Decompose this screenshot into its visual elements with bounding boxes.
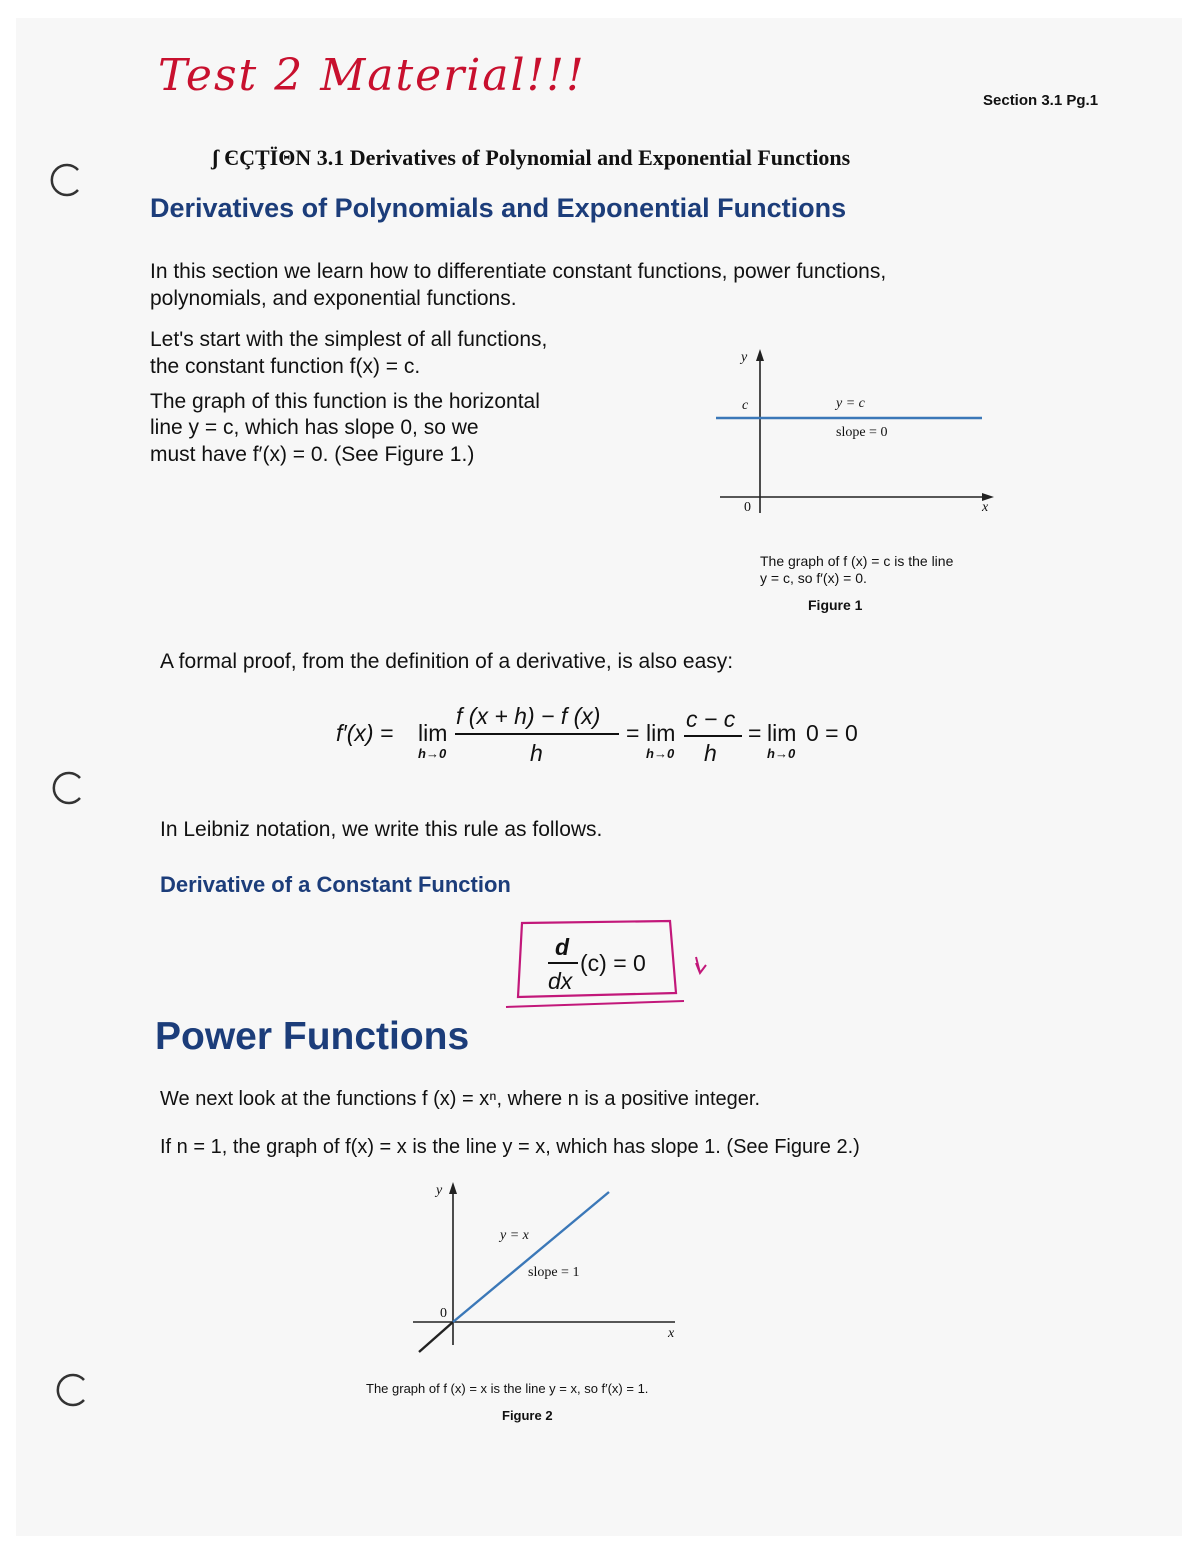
- rule-rest: (c) = 0: [580, 950, 646, 976]
- fraction-bar: [684, 735, 742, 737]
- formula-denominator-1: h: [530, 740, 543, 766]
- binder-hole: [42, 160, 82, 200]
- power-case: If n = 1, the graph of f(x) = x is the line y = x, which has slope 1. (See Figure 2.): [160, 1136, 860, 1158]
- formula-numerator-1: f (x + h) − f (x): [456, 703, 601, 729]
- rule-dx: dx: [548, 968, 573, 994]
- figure-2-caption: The graph of f (x) = x is the line y = x, so f′(x) = 1.: [366, 1381, 649, 1396]
- figure-1-x-label: x: [982, 500, 989, 515]
- figure-2-line-label: y = x: [500, 1228, 529, 1243]
- power-intro: We next look at the functions f (x) = xⁿ, where n is a positive integer.: [160, 1088, 760, 1110]
- figure-2-label: Figure 2: [502, 1408, 553, 1423]
- paragraph-line: The graph of this function is the horizontal: [150, 390, 540, 413]
- formula-lim-sub-3: h→0: [767, 746, 796, 761]
- figure-1-label: Figure 1: [808, 597, 863, 613]
- paragraph-line: Let's start with the simplest of all functions,: [150, 328, 548, 351]
- formula-denominator-2: h: [704, 740, 717, 766]
- figure-2-slope-label: slope = 1: [528, 1265, 580, 1280]
- paragraph-line: line y = c, which has slope 0, so we: [150, 416, 479, 439]
- figure-1-c-label: c: [742, 398, 749, 413]
- section-page-label: Section 3.1 Pg.1: [983, 92, 1099, 109]
- intro-paragraph: In this section we learn how to differentiate constant functions, power functions, polynomials, and exponential functions.: [150, 260, 887, 310]
- identity-line: [453, 1192, 609, 1322]
- figure-1-caption: y = c, so f′(x) = 0.: [760, 570, 867, 586]
- formula-tail: 0 = 0: [806, 720, 858, 746]
- fraction-bar: [548, 962, 578, 964]
- section-title: ʃ ЄÇŢÏΘN 3.1 Derivatives of Polynomial and Exponential Functions: [212, 145, 851, 170]
- handwritten-note: Test 2 Material!!!: [158, 50, 586, 101]
- figure-2-origin: 0: [440, 1306, 447, 1321]
- paragraph-line: must have f′(x) = 0. (See Figure 1.): [150, 443, 475, 466]
- binder-hole: [48, 1370, 88, 1410]
- fraction-bar: [455, 733, 619, 735]
- figure-2-y-label: y: [436, 1183, 443, 1198]
- figure-1-caption: The graph of f (x) = c is the line: [760, 553, 954, 569]
- figure-1-line-label: y = c: [836, 396, 865, 411]
- y-axis-arrow-icon: [756, 349, 764, 361]
- formula-lim-sub-2: h→0: [646, 746, 675, 761]
- formula-lim-3: lim: [767, 720, 797, 746]
- main-heading: Derivatives of Polynomials and Exponential Functions: [150, 193, 847, 223]
- formula-equals: =: [748, 720, 762, 746]
- paragraph-line: the constant function f(x) = c.: [150, 355, 421, 378]
- formula-lim-1: lim: [418, 720, 448, 746]
- rule-d: d: [555, 934, 570, 960]
- figure-1-y-label: y: [741, 350, 748, 365]
- proof-intro: A formal proof, from the definition of a derivative, is also easy:: [160, 650, 734, 673]
- figure-1-origin: 0: [744, 500, 751, 515]
- figure-2-x-label: x: [668, 1326, 675, 1341]
- power-functions-heading: Power Functions: [155, 1015, 470, 1058]
- formula-lim-sub-1: h→0: [418, 746, 447, 761]
- check-mark-icon: [696, 957, 706, 973]
- y-axis-arrow-icon: [449, 1182, 457, 1194]
- formula-lhs: f′(x) =: [336, 720, 394, 746]
- identity-line-lower: [419, 1322, 453, 1352]
- formula-lim-2: lim: [646, 720, 676, 746]
- formula-equals: =: [626, 720, 640, 746]
- binder-hole: [44, 768, 84, 808]
- leibniz-intro: In Leibniz notation, we write this rule as follows.: [160, 818, 603, 841]
- figure-1-slope-label: slope = 0: [836, 425, 888, 440]
- subheading-constant-rule: Derivative of a Constant Function: [160, 872, 511, 897]
- formula-numerator-2: c − c: [686, 706, 736, 732]
